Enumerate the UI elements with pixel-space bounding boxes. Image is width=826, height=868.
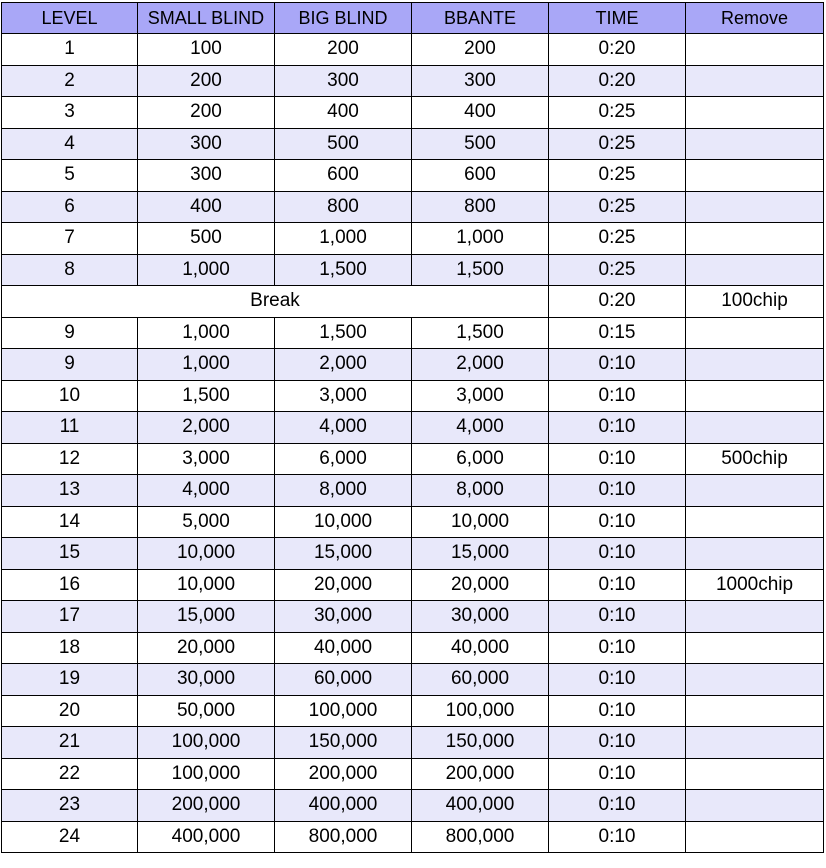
cell-time: 0:25	[549, 160, 686, 192]
cell-big-blind: 60,000	[275, 664, 412, 696]
cell-remove	[686, 412, 824, 444]
cell-bbante: 8,000	[412, 475, 549, 507]
cell-time: 0:10	[549, 412, 686, 444]
table-row	[2, 443, 824, 475]
cell-remove	[686, 790, 824, 822]
table-row	[2, 317, 824, 349]
cell-big-blind: 4,000	[275, 412, 412, 444]
cell-level: 17	[2, 601, 138, 633]
cell-remove: 1000chip	[686, 569, 824, 601]
cell-big-blind: 15,000	[275, 538, 412, 570]
break-label: Break	[2, 286, 549, 318]
cell-remove	[686, 128, 824, 160]
cell-level: 18	[2, 632, 138, 664]
cell-remove	[686, 821, 824, 853]
cell-time: 0:10	[549, 758, 686, 790]
cell-level: 13	[2, 475, 138, 507]
cell-bbante: 800,000	[412, 821, 549, 853]
blind-structure-table	[1, 2, 824, 853]
cell-bbante: 500	[412, 128, 549, 160]
cell-big-blind: 500	[275, 128, 412, 160]
cell-remove	[686, 695, 824, 727]
cell-level: 12	[2, 443, 138, 475]
cell-level: 3	[2, 97, 138, 129]
cell-big-blind: 30,000	[275, 601, 412, 633]
cell-bbante: 20,000	[412, 569, 549, 601]
cell-big-blind: 3,000	[275, 380, 412, 412]
cell-big-blind: 800,000	[275, 821, 412, 853]
header-level: LEVEL	[2, 3, 138, 34]
table-row	[2, 160, 824, 192]
cell-small-blind: 200,000	[138, 790, 275, 822]
break-row	[2, 286, 824, 318]
cell-level: 2	[2, 65, 138, 97]
cell-bbante: 800	[412, 191, 549, 223]
cell-time: 0:20	[549, 34, 686, 66]
cell-time: 0:10	[549, 443, 686, 475]
cell-big-blind: 300	[275, 65, 412, 97]
table-row	[2, 664, 824, 696]
cell-bbante: 60,000	[412, 664, 549, 696]
cell-bbante: 400,000	[412, 790, 549, 822]
table-row	[2, 97, 824, 129]
table-row	[2, 34, 824, 66]
cell-bbante: 150,000	[412, 727, 549, 759]
cell-remove: 100chip	[686, 286, 824, 318]
header-small-blind: SMALL BLIND	[138, 3, 275, 34]
header-row	[2, 3, 824, 34]
table-row	[2, 695, 824, 727]
cell-bbante: 40,000	[412, 632, 549, 664]
table-row	[2, 821, 824, 853]
cell-time: 0:10	[549, 475, 686, 507]
cell-big-blind: 1,500	[275, 254, 412, 286]
cell-small-blind: 15,000	[138, 601, 275, 633]
cell-level: 11	[2, 412, 138, 444]
cell-bbante: 6,000	[412, 443, 549, 475]
cell-small-blind: 500	[138, 223, 275, 255]
cell-big-blind: 200,000	[275, 758, 412, 790]
cell-bbante: 1,500	[412, 317, 549, 349]
table-row	[2, 727, 824, 759]
cell-time: 0:25	[549, 191, 686, 223]
cell-bbante: 1,000	[412, 223, 549, 255]
cell-level: 22	[2, 758, 138, 790]
cell-remove	[686, 254, 824, 286]
cell-level: 20	[2, 695, 138, 727]
table-row	[2, 632, 824, 664]
cell-small-blind: 400	[138, 191, 275, 223]
cell-remove	[686, 475, 824, 507]
cell-small-blind: 100,000	[138, 727, 275, 759]
cell-bbante: 4,000	[412, 412, 549, 444]
table-header	[2, 3, 824, 34]
table-row	[2, 790, 824, 822]
cell-level: 16	[2, 569, 138, 601]
cell-time: 0:25	[549, 97, 686, 129]
cell-remove	[686, 664, 824, 696]
cell-small-blind: 300	[138, 160, 275, 192]
cell-time: 0:25	[549, 223, 686, 255]
cell-big-blind: 200	[275, 34, 412, 66]
cell-time: 0:10	[549, 821, 686, 853]
cell-remove	[686, 160, 824, 192]
cell-level: 6	[2, 191, 138, 223]
cell-remove	[686, 34, 824, 66]
cell-small-blind: 400,000	[138, 821, 275, 853]
cell-remove	[686, 223, 824, 255]
cell-bbante: 2,000	[412, 349, 549, 381]
cell-time: 0:20	[549, 286, 686, 318]
cell-time: 0:10	[549, 695, 686, 727]
cell-big-blind: 40,000	[275, 632, 412, 664]
cell-remove	[686, 97, 824, 129]
table-row	[2, 254, 824, 286]
cell-bbante: 1,500	[412, 254, 549, 286]
cell-small-blind: 50,000	[138, 695, 275, 727]
cell-remove	[686, 506, 824, 538]
cell-bbante: 3,000	[412, 380, 549, 412]
cell-small-blind: 100,000	[138, 758, 275, 790]
cell-time: 0:10	[549, 380, 686, 412]
cell-bbante: 300	[412, 65, 549, 97]
cell-level: 10	[2, 380, 138, 412]
header-time: TIME	[549, 3, 686, 34]
cell-remove: 500chip	[686, 443, 824, 475]
cell-bbante: 200	[412, 34, 549, 66]
cell-bbante: 15,000	[412, 538, 549, 570]
table-row	[2, 538, 824, 570]
cell-small-blind: 1,000	[138, 317, 275, 349]
cell-remove	[686, 317, 824, 349]
cell-small-blind: 10,000	[138, 538, 275, 570]
cell-big-blind: 600	[275, 160, 412, 192]
cell-remove	[686, 601, 824, 633]
cell-level: 24	[2, 821, 138, 853]
cell-time: 0:25	[549, 128, 686, 160]
table-row	[2, 223, 824, 255]
cell-remove	[686, 380, 824, 412]
table-row	[2, 349, 824, 381]
cell-small-blind: 1,000	[138, 254, 275, 286]
cell-time: 0:10	[549, 506, 686, 538]
cell-bbante: 30,000	[412, 601, 549, 633]
cell-level: 1	[2, 34, 138, 66]
table-row	[2, 758, 824, 790]
cell-small-blind: 300	[138, 128, 275, 160]
cell-small-blind: 200	[138, 65, 275, 97]
cell-big-blind: 6,000	[275, 443, 412, 475]
cell-remove	[686, 632, 824, 664]
cell-bbante: 200,000	[412, 758, 549, 790]
cell-time: 0:10	[549, 664, 686, 696]
cell-level: 15	[2, 538, 138, 570]
cell-level: 14	[2, 506, 138, 538]
table-row	[2, 412, 824, 444]
header-big-blind: BIG BLIND	[275, 3, 412, 34]
cell-small-blind: 5,000	[138, 506, 275, 538]
table-row	[2, 569, 824, 601]
cell-bbante: 400	[412, 97, 549, 129]
cell-small-blind: 200	[138, 97, 275, 129]
cell-big-blind: 10,000	[275, 506, 412, 538]
cell-remove	[686, 191, 824, 223]
cell-level: 7	[2, 223, 138, 255]
table-row	[2, 65, 824, 97]
cell-remove	[686, 538, 824, 570]
cell-bbante: 10,000	[412, 506, 549, 538]
cell-level: 9	[2, 349, 138, 381]
cell-level: 9	[2, 317, 138, 349]
cell-remove	[686, 758, 824, 790]
cell-time: 0:10	[549, 569, 686, 601]
cell-bbante: 100,000	[412, 695, 549, 727]
cell-big-blind: 800	[275, 191, 412, 223]
table-row	[2, 380, 824, 412]
cell-small-blind: 1,000	[138, 349, 275, 381]
cell-time: 0:10	[549, 632, 686, 664]
cell-time: 0:10	[549, 727, 686, 759]
cell-time: 0:25	[549, 254, 686, 286]
cell-time: 0:10	[549, 349, 686, 381]
header-remove: Remove	[686, 3, 824, 34]
cell-small-blind: 30,000	[138, 664, 275, 696]
cell-big-blind: 400,000	[275, 790, 412, 822]
cell-time: 0:10	[549, 601, 686, 633]
cell-level: 19	[2, 664, 138, 696]
table-row	[2, 475, 824, 507]
table-row	[2, 601, 824, 633]
table-body	[2, 34, 824, 853]
table-row	[2, 128, 824, 160]
cell-big-blind: 100,000	[275, 695, 412, 727]
cell-level: 8	[2, 254, 138, 286]
cell-level: 4	[2, 128, 138, 160]
cell-level: 23	[2, 790, 138, 822]
cell-small-blind: 4,000	[138, 475, 275, 507]
cell-time: 0:10	[549, 538, 686, 570]
cell-small-blind: 20,000	[138, 632, 275, 664]
cell-big-blind: 20,000	[275, 569, 412, 601]
cell-big-blind: 1,500	[275, 317, 412, 349]
cell-time: 0:15	[549, 317, 686, 349]
cell-remove	[686, 727, 824, 759]
table-row	[2, 191, 824, 223]
cell-small-blind: 10,000	[138, 569, 275, 601]
cell-bbante: 600	[412, 160, 549, 192]
cell-small-blind: 3,000	[138, 443, 275, 475]
cell-remove	[686, 349, 824, 381]
cell-big-blind: 1,000	[275, 223, 412, 255]
cell-small-blind: 100	[138, 34, 275, 66]
cell-time: 0:20	[549, 65, 686, 97]
cell-big-blind: 2,000	[275, 349, 412, 381]
cell-level: 5	[2, 160, 138, 192]
table-row	[2, 506, 824, 538]
cell-level: 21	[2, 727, 138, 759]
cell-time: 0:10	[549, 790, 686, 822]
cell-big-blind: 150,000	[275, 727, 412, 759]
cell-small-blind: 2,000	[138, 412, 275, 444]
cell-big-blind: 400	[275, 97, 412, 129]
cell-small-blind: 1,500	[138, 380, 275, 412]
cell-big-blind: 8,000	[275, 475, 412, 507]
cell-remove	[686, 65, 824, 97]
header-bbante: BBANTE	[412, 3, 549, 34]
